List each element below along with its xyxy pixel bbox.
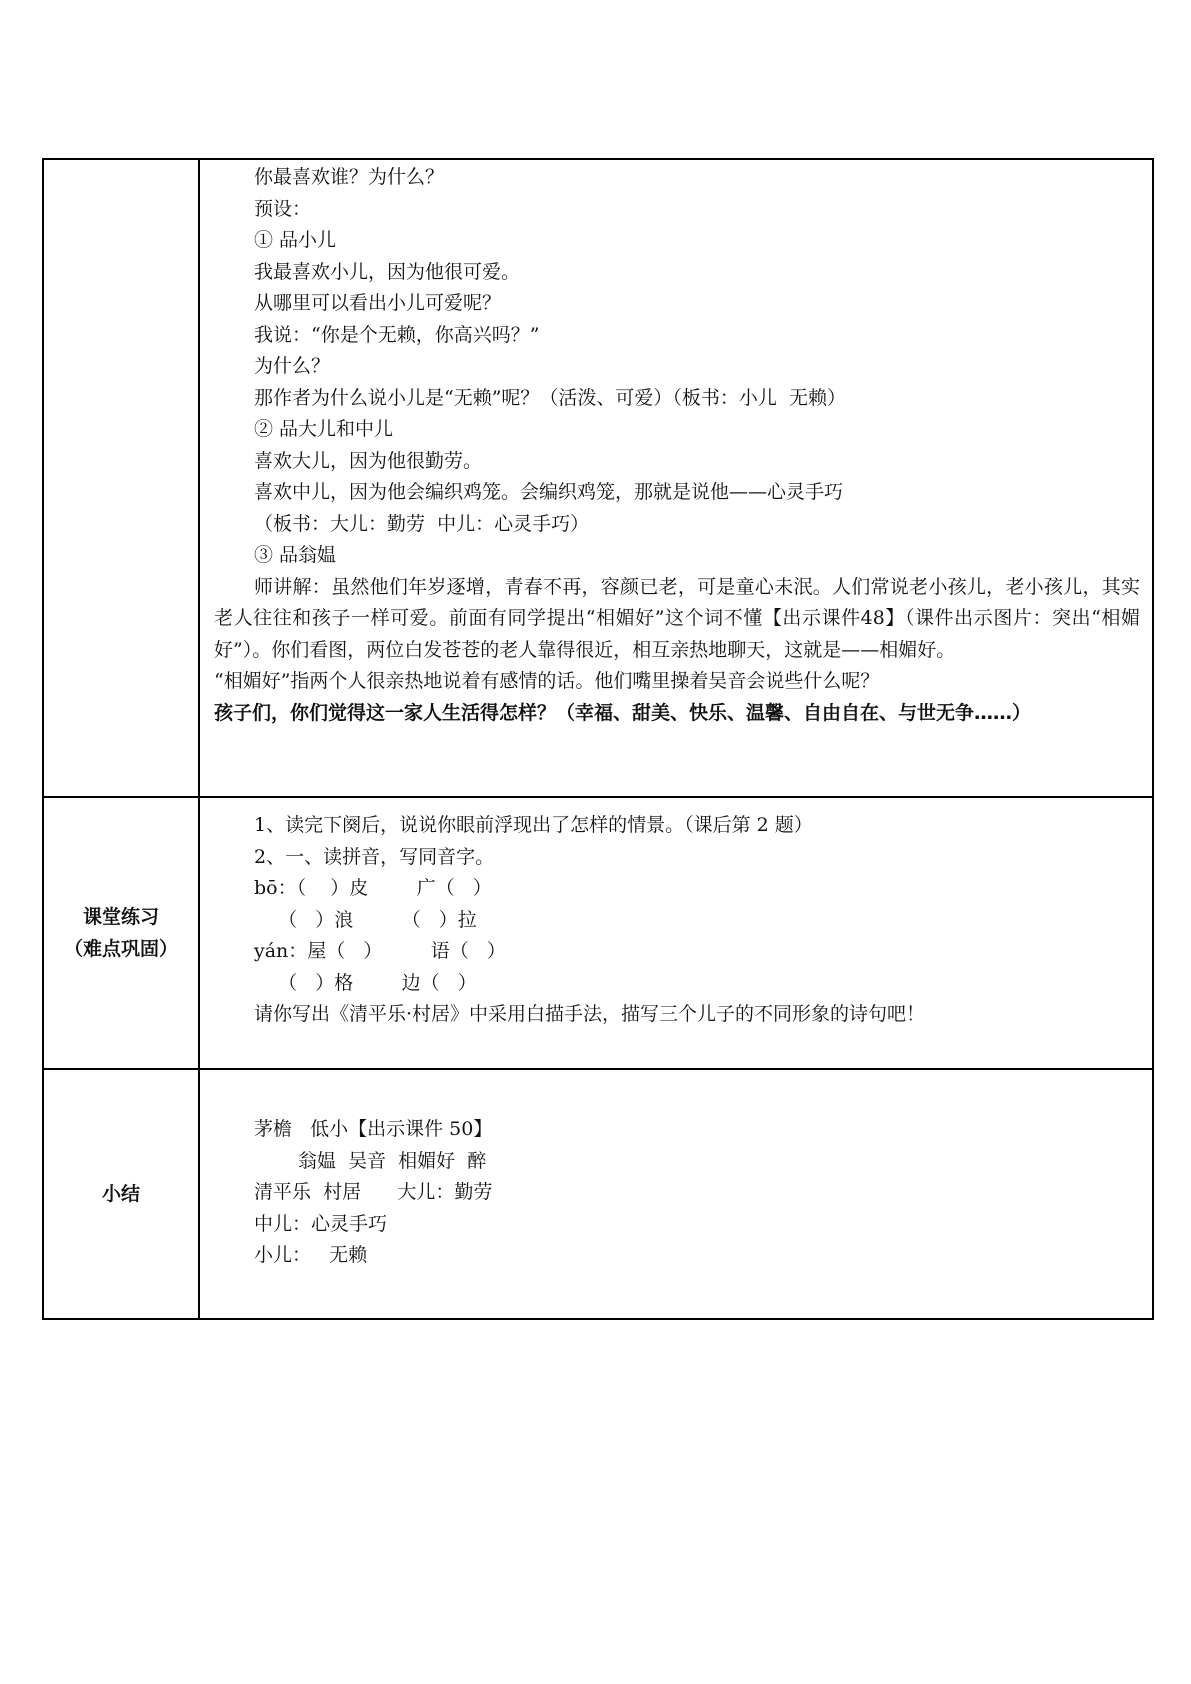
table-row-summary xyxy=(43,1069,1153,1319)
label-practice-line1: 课堂练习 xyxy=(82,906,159,928)
text-line: 请你写出《清平乐·村居》中采用白描手法，描写三个儿子的不同形象的诗句吧！ xyxy=(254,1003,926,1025)
text-line: 我说：“你是个无赖，你高兴吗？” xyxy=(254,323,540,346)
content-cell-analysis xyxy=(199,159,1153,797)
label-cell-summary xyxy=(43,1069,199,1319)
text-line: 喜欢大儿，因为他很勤劳。 xyxy=(254,449,483,472)
lesson-plan-table xyxy=(42,158,1154,1320)
pinyin-exercise-line: （ ）格 边（ ） xyxy=(254,971,477,994)
text-line: （板书：大儿：勤劳 中儿：心灵手巧） xyxy=(254,512,590,535)
summary-line: 翁媪 吴音 相媚好 醉 xyxy=(298,1149,487,1172)
label-practice-line2: （难点巩固） xyxy=(63,938,178,960)
content-cell-summary xyxy=(199,1069,1153,1319)
text-line: 那作者为什么说小儿是“无赖”呢？（活泼、可爱）（板书：小儿 无赖） xyxy=(254,386,847,409)
text-line: ① 品小儿 xyxy=(254,229,337,251)
text-line: 2、一、读拼音，写同音字。 xyxy=(254,845,495,868)
table-row-practice xyxy=(43,797,1153,1069)
text-line: ③ 品翁媪 xyxy=(254,544,337,566)
label-summary: 小结 xyxy=(101,1183,140,1205)
pinyin-exercise-line: bō：（ ）皮 广（ ） xyxy=(254,877,492,899)
summary-line: 清平乐 村居 大儿：勤劳 xyxy=(254,1181,493,1203)
pinyin-exercise-line: （ ）浪 （ ）拉 xyxy=(254,908,477,931)
bold-question: 孩子们，你们觉得这一家人生活得怎样？（幸福、甜美、快乐、温馨、自由自在、与世无争……） xyxy=(214,701,1032,724)
text-line: 从哪里可以看出小儿可爱呢？ xyxy=(254,292,502,314)
text-line: 为什么？ xyxy=(254,355,331,377)
label-cell-practice xyxy=(43,797,199,1069)
text-line: 预设： xyxy=(254,197,312,220)
text-line: 喜欢中儿，因为他会编织鸡笼。会编织鸡笼，那就是说他——心灵手巧 xyxy=(254,481,844,503)
summary-line: 中儿：心灵手巧 xyxy=(254,1212,388,1235)
paragraph-teacher-explanation: 师讲解：虽然他们年岁逐增，青春不再，容颜已老，可是童心未泯。人们常说老小孩儿，老小孩儿，其实老人往往和孩子一样可爱。前面有同学提出“相媚好”这个词不懂【出示课件48】（课件出示图片：突出“相媚好”）。你们看图，两位白发苍苍的老人靠得很近，相互亲热地聊天，这就是——相媚好。 xyxy=(214,575,1140,661)
text-line: 你最喜欢谁？为什么？ xyxy=(254,166,445,188)
pinyin-exercise-line: yán：屋（ ） 语（ ） xyxy=(254,940,506,962)
text-line: 我最喜欢小儿，因为他很可爱。 xyxy=(254,260,521,283)
summary-line: 小儿： 无赖 xyxy=(254,1244,368,1266)
content-cell-practice xyxy=(199,797,1153,1069)
summary-line: 茅檐 低小【出示课件 50】 xyxy=(254,1118,493,1140)
text-line: 1、读完下阕后，说说你眼前浮现出了怎样的情景。（课后第 2 题） xyxy=(254,814,813,836)
table-row-analysis xyxy=(43,159,1153,797)
text-line: ② 品大儿和中儿 xyxy=(254,418,394,440)
label-cell-empty xyxy=(43,159,199,797)
text-line: “相媚好”指两个人很亲热地说着有感情的话。他们嘴里操着吴音会说些什么呢？ xyxy=(214,670,880,692)
